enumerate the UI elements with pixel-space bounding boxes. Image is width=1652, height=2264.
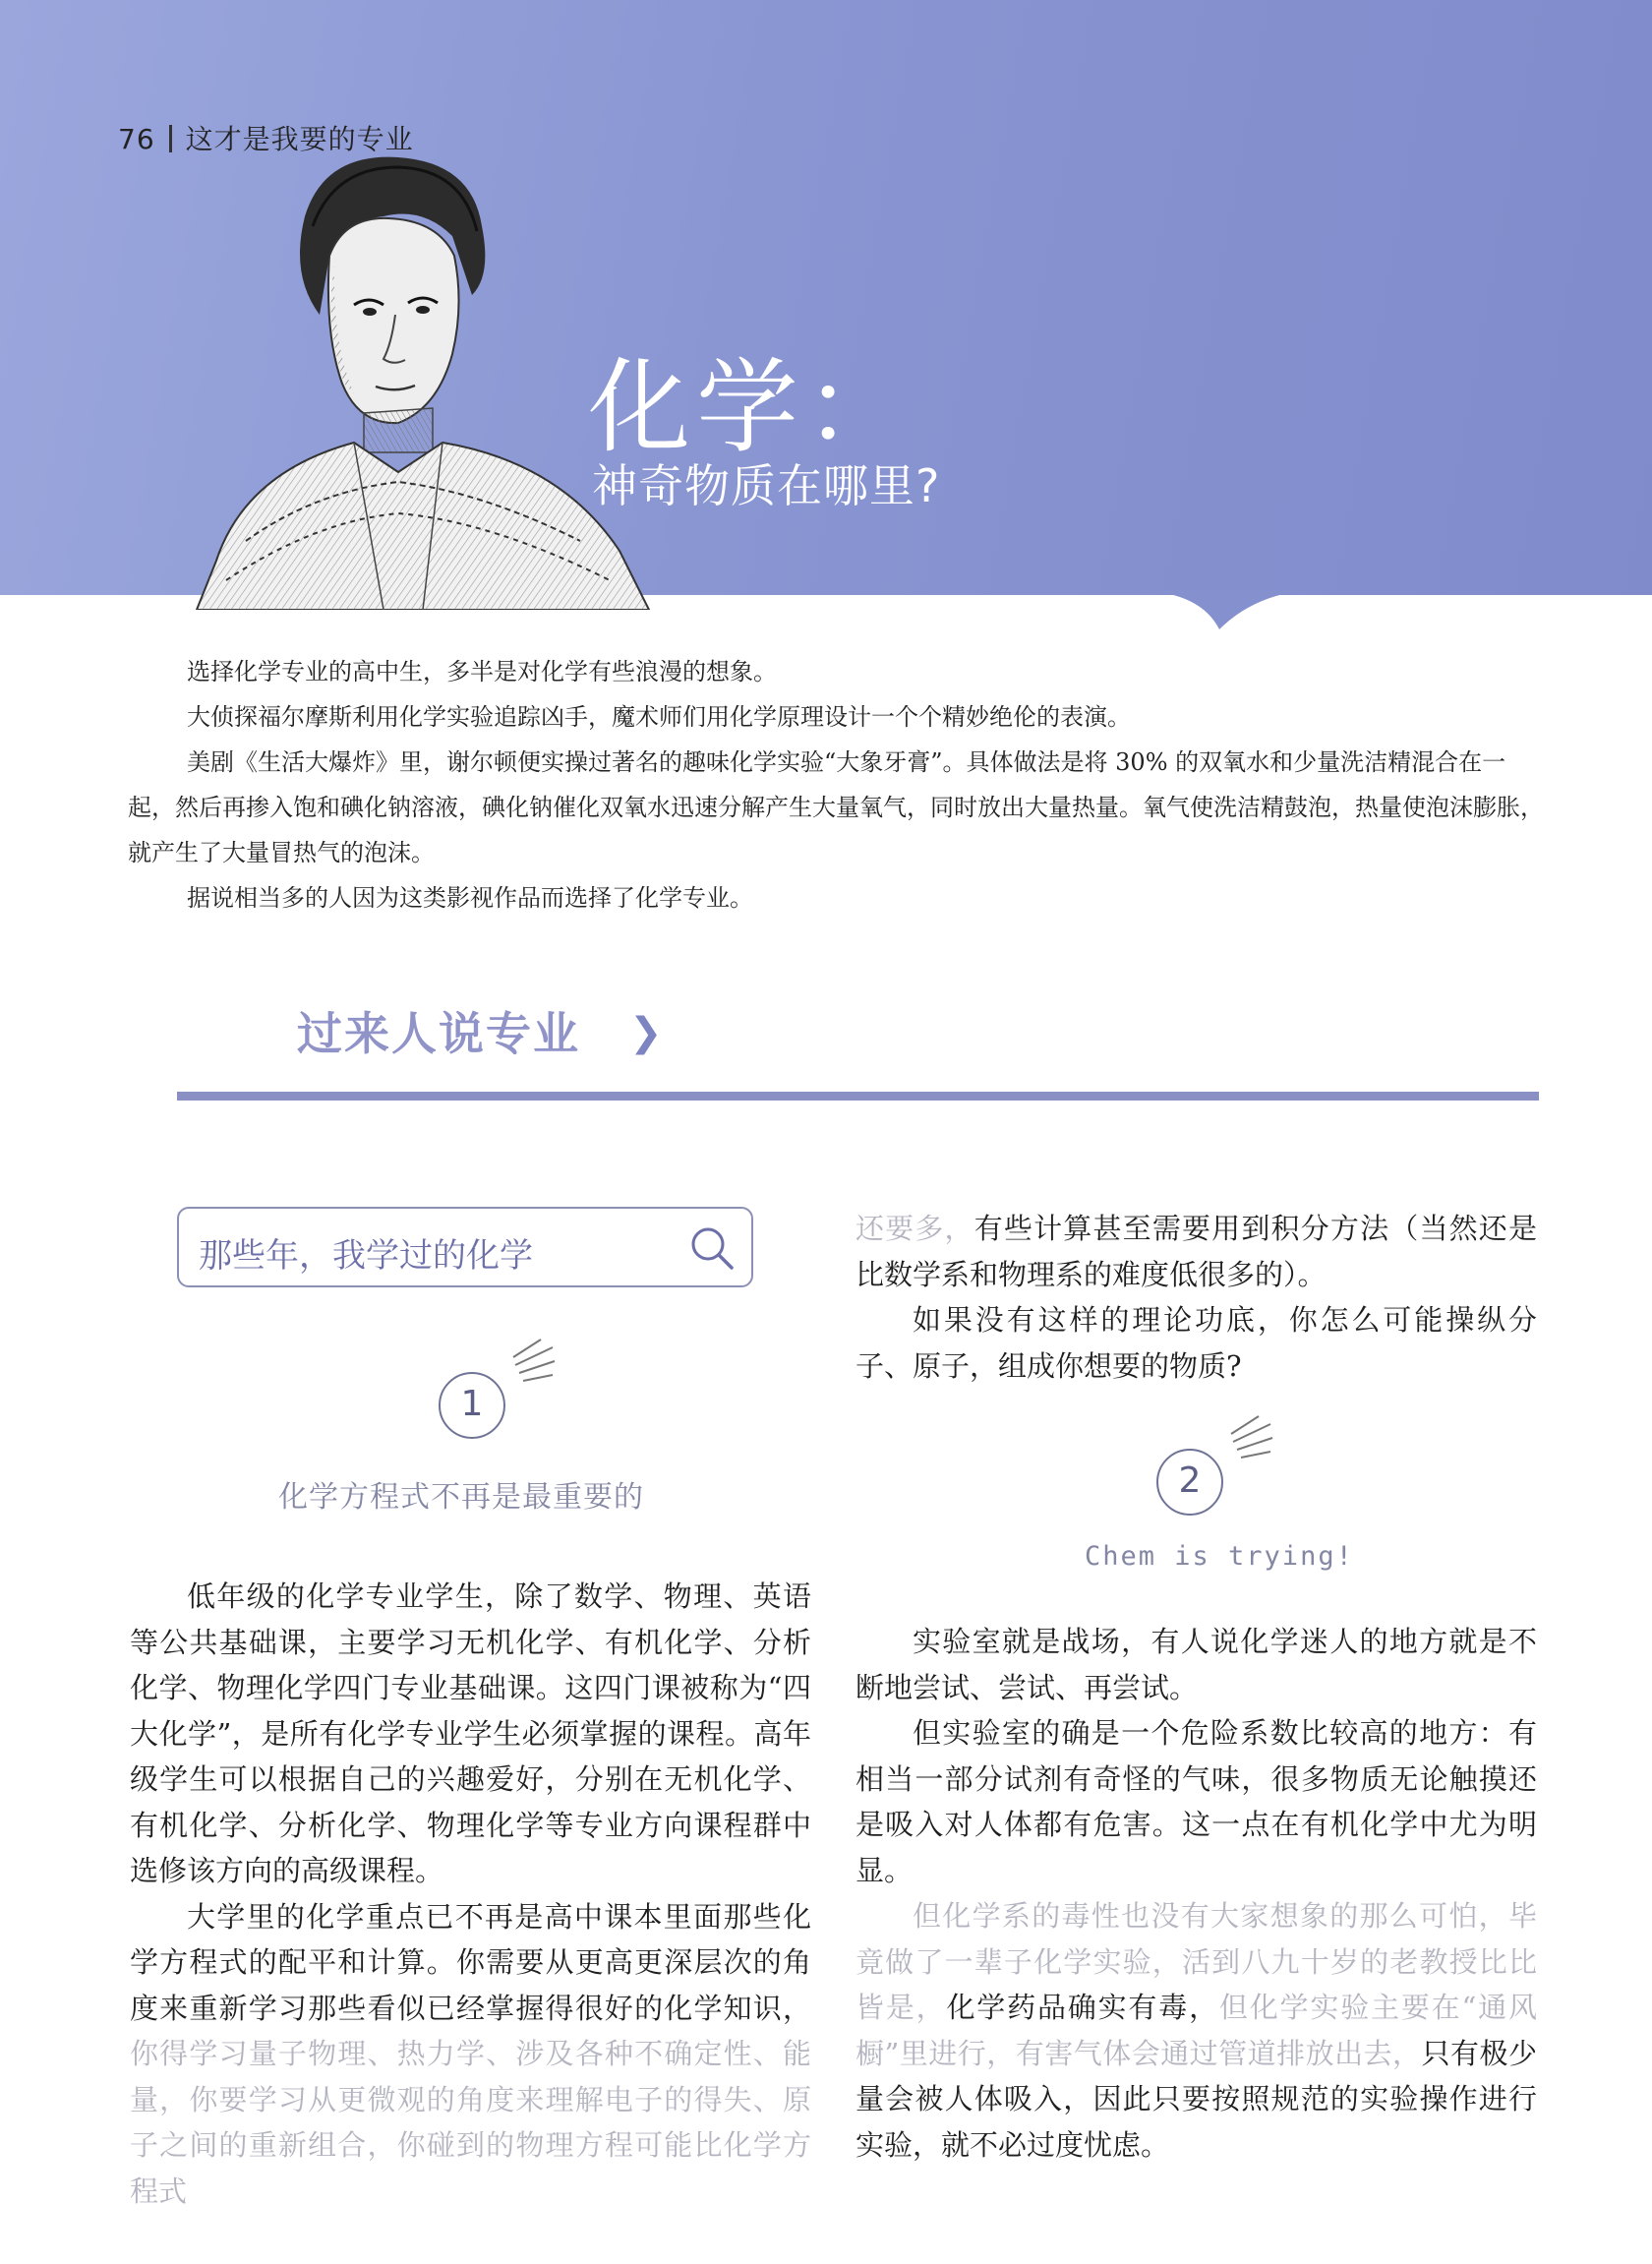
right-column-bottom xyxy=(856,1619,1537,2168)
chevron-right-icon: ❯ xyxy=(629,1010,663,1055)
left-paragraph-1: 低年级的化学专业学生，除了数学、物理、英语等公共基础课，主要学习无机化学、有机化学、分析化学、物理化学四门专业基础课。这四门课被称为“四大化学”，是所有化学专业学生必须掌握的课程。高年级学生可以根据自己的兴趣爱好，分别在无机化学、有机化学、分析化学、物理化学等专业方向课程群中选修该方向的高级课程。 xyxy=(130,1579,811,1887)
left-paragraph-2-text: 大学里的化学重点已不再是高中课本里面那些化学方程式的配平和计算。你需要从更高更深层次的角度来重新学习那些看似已经掌握得很好的化学知识， xyxy=(130,1899,811,2025)
sparkle-icon xyxy=(509,1338,559,1387)
topic-search-box xyxy=(177,1207,753,1287)
section-divider xyxy=(177,1092,1539,1101)
left-column xyxy=(130,1574,811,2214)
intro-paragraph: 美剧《生活大爆炸》里，谢尔顿便实操过著名的趣味化学实验“大象牙膏”。具体做法是将 30% 的双氧水和少量洗洁精混合在一起，然后再掺入饱和碘化钠溶液，碘化钠催化双氧水迅速分解产生大量氧气，同时放出大量热量。氧气使洗洁精鼓泡，热量使泡沫膨胀，就产生了大量冒热气的泡沫。 xyxy=(128,748,1544,866)
intro-paragraph: 选择化学专业的高中生，多半是对化学有些浪漫的想象。 xyxy=(187,658,777,685)
search-box-label: 那些年，我学过的化学 xyxy=(199,1236,533,1276)
right-paragraph-4: 但实验室的确是一个危险系数比较高的地方：有相当一部分试剂有奇怪的气味，很多物质无论触摸还是吸入对人体都有危害。这一点在有机化学中尤为明显。 xyxy=(856,1716,1537,1887)
book-title: 这才是我要的专业 xyxy=(185,123,414,155)
topic-number-1: 1 xyxy=(439,1372,505,1439)
left-paragraph-2 xyxy=(130,1894,811,2215)
intro-paragraph: 据说相当多的人因为这类影视作品而选择了化学专业。 xyxy=(187,884,753,912)
right-paragraph-5-text-a: 化学药品确实有毒， xyxy=(946,1991,1219,2024)
right-paragraph-5 xyxy=(856,1893,1537,2168)
right-paragraph-1 xyxy=(856,1206,1537,1297)
search-icon xyxy=(686,1222,739,1276)
right-paragraph-5-text-b: 只有极少量会被人体吸入，因此只要按照规范的实验操作进行实验，就不必过度忧虑。 xyxy=(856,2036,1537,2162)
right-column-top xyxy=(856,1206,1537,1389)
section-heading: 过来人说专业 xyxy=(297,1007,580,1060)
topic-title-2: Chem is trying! xyxy=(1085,1541,1354,1572)
right-paragraph-5-faint-a: 但化学系的毒性也没有大家想象的那么可怕，毕竟做了一辈子化学实验，活到八九十岁的老教授比比皆是， xyxy=(856,1899,1537,2024)
right-paragraph-1-faint-text: 还要多， xyxy=(856,1212,974,1245)
sparkle-icon xyxy=(1227,1414,1276,1463)
topic-number-2: 2 xyxy=(1156,1449,1223,1516)
topic-title-1: 化学方程式不再是最重要的 xyxy=(278,1480,644,1515)
right-paragraph-3: 实验室就是战场，有人说化学迷人的地方就是不断地尝试、尝试、再尝试。 xyxy=(856,1625,1537,1704)
header-separator xyxy=(169,125,172,152)
page-number: 76 xyxy=(118,123,155,155)
intro-paragraph: 大侦探福尔摩斯利用化学实验追踪凶手，魔术师们用化学原理设计一个个精妙绝伦的表演。 xyxy=(187,703,1131,731)
left-paragraph-2-faint-text: 你得学习量子物理、热力学、涉及各种不确定性、能量，你要学习从更微观的角度来理解电子的得失、原子之间的重新组合，你碰到的物理方程可能比化学方程式 xyxy=(130,2037,811,2208)
chapter-title: 化学： xyxy=(588,347,914,467)
right-paragraph-2: 如果没有这样的理论功底，你怎么可能操纵分子、原子，组成你想要的物质? xyxy=(856,1303,1537,1383)
right-paragraph-1-text: 有些计算甚至需要用到积分方法（当然还是比数学系和物理系的难度低很多的）。 xyxy=(856,1212,1537,1291)
intro-text xyxy=(128,649,1544,921)
right-paragraph-5-faint-b: 但化学实验主要在“通风橱”里进行，有害气体会通过管道排放出去， xyxy=(856,1991,1537,2070)
chapter-subtitle: 神奇物质在哪里? xyxy=(592,459,941,512)
